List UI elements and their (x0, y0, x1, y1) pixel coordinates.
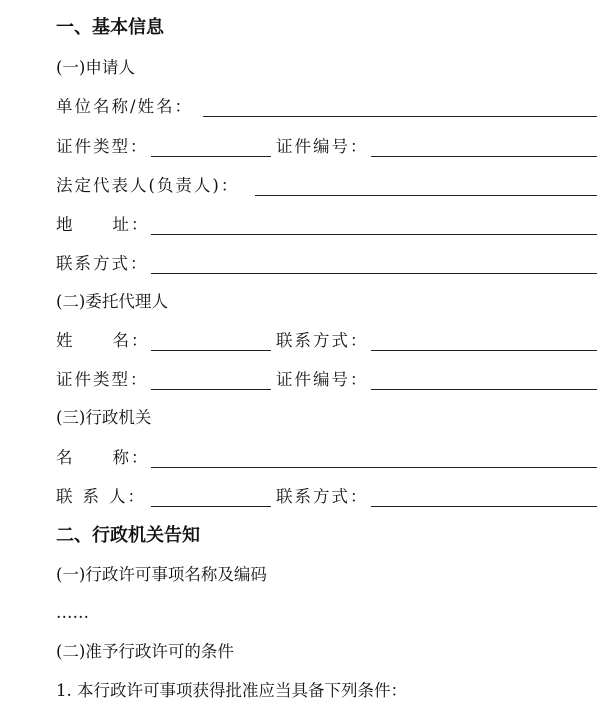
contact-person-label-a: 联 (56, 487, 75, 506)
agent-name-label-b: 名： (112, 331, 150, 350)
contact-person-label-c: 人： (109, 487, 146, 506)
agent-id-number-field[interactable] (371, 389, 597, 390)
address-label-a: 地 (56, 215, 75, 234)
applicant-contact-field[interactable] (151, 273, 597, 274)
agent-name-label (56, 330, 150, 352)
authority-contact-person-label (56, 486, 146, 508)
authority-name-label (56, 447, 150, 469)
applicant-id-number-field[interactable] (371, 156, 597, 157)
address-label-b: 址： (112, 215, 150, 234)
org-name-field[interactable] (203, 116, 597, 117)
notice-item2-title: (二)准予行政许可的条件 (56, 642, 234, 661)
authority-name-label-b: 称： (112, 448, 150, 467)
agent-name-label-a: 姓 (56, 331, 75, 350)
applicant-id-number-label: 证件编号： (276, 137, 369, 156)
applicant-id-type-field[interactable] (151, 156, 271, 157)
notice-item1-title: (一)行政许可事项名称及编码 (56, 565, 267, 584)
authority-contact-label: 联系方式： (276, 487, 369, 506)
authority-contact-field[interactable] (371, 506, 597, 507)
agent-contact-field[interactable] (371, 350, 597, 351)
address-field[interactable] (151, 234, 597, 235)
contact-person-label-b: 系 (82, 487, 101, 506)
agent-subtitle: (二)委托代理人 (56, 292, 168, 311)
legal-rep-label: 法定代表人(负责人)： (56, 176, 240, 195)
legal-rep-field[interactable] (255, 195, 597, 196)
condition-1-text: 1. 本行政许可事项获得批准应当具备下列条件： (56, 681, 407, 700)
authority-contact-person-field[interactable] (151, 506, 271, 507)
applicant-id-type-label: 证件类型： (56, 137, 149, 156)
ellipsis: …… (56, 603, 89, 622)
applicant-subtitle: (一)申请人 (56, 58, 135, 77)
agent-id-type-field[interactable] (151, 389, 271, 390)
authority-name-field[interactable] (151, 467, 597, 468)
authority-name-label-a: 名 (56, 448, 75, 467)
agent-contact-label: 联系方式： (276, 331, 369, 350)
section-basic-info-title: 一、基本信息 (56, 17, 164, 38)
address-label (56, 214, 150, 236)
agent-name-field[interactable] (151, 350, 271, 351)
section-notice-title: 二、行政机关告知 (56, 525, 200, 546)
authority-subtitle: (三)行政机关 (56, 408, 152, 427)
applicant-contact-label: 联系方式： (56, 254, 149, 273)
agent-id-type-label: 证件类型： (56, 370, 149, 389)
org-name-label: 单位名称/姓名： (56, 97, 194, 116)
agent-id-number-label: 证件编号： (276, 370, 369, 389)
